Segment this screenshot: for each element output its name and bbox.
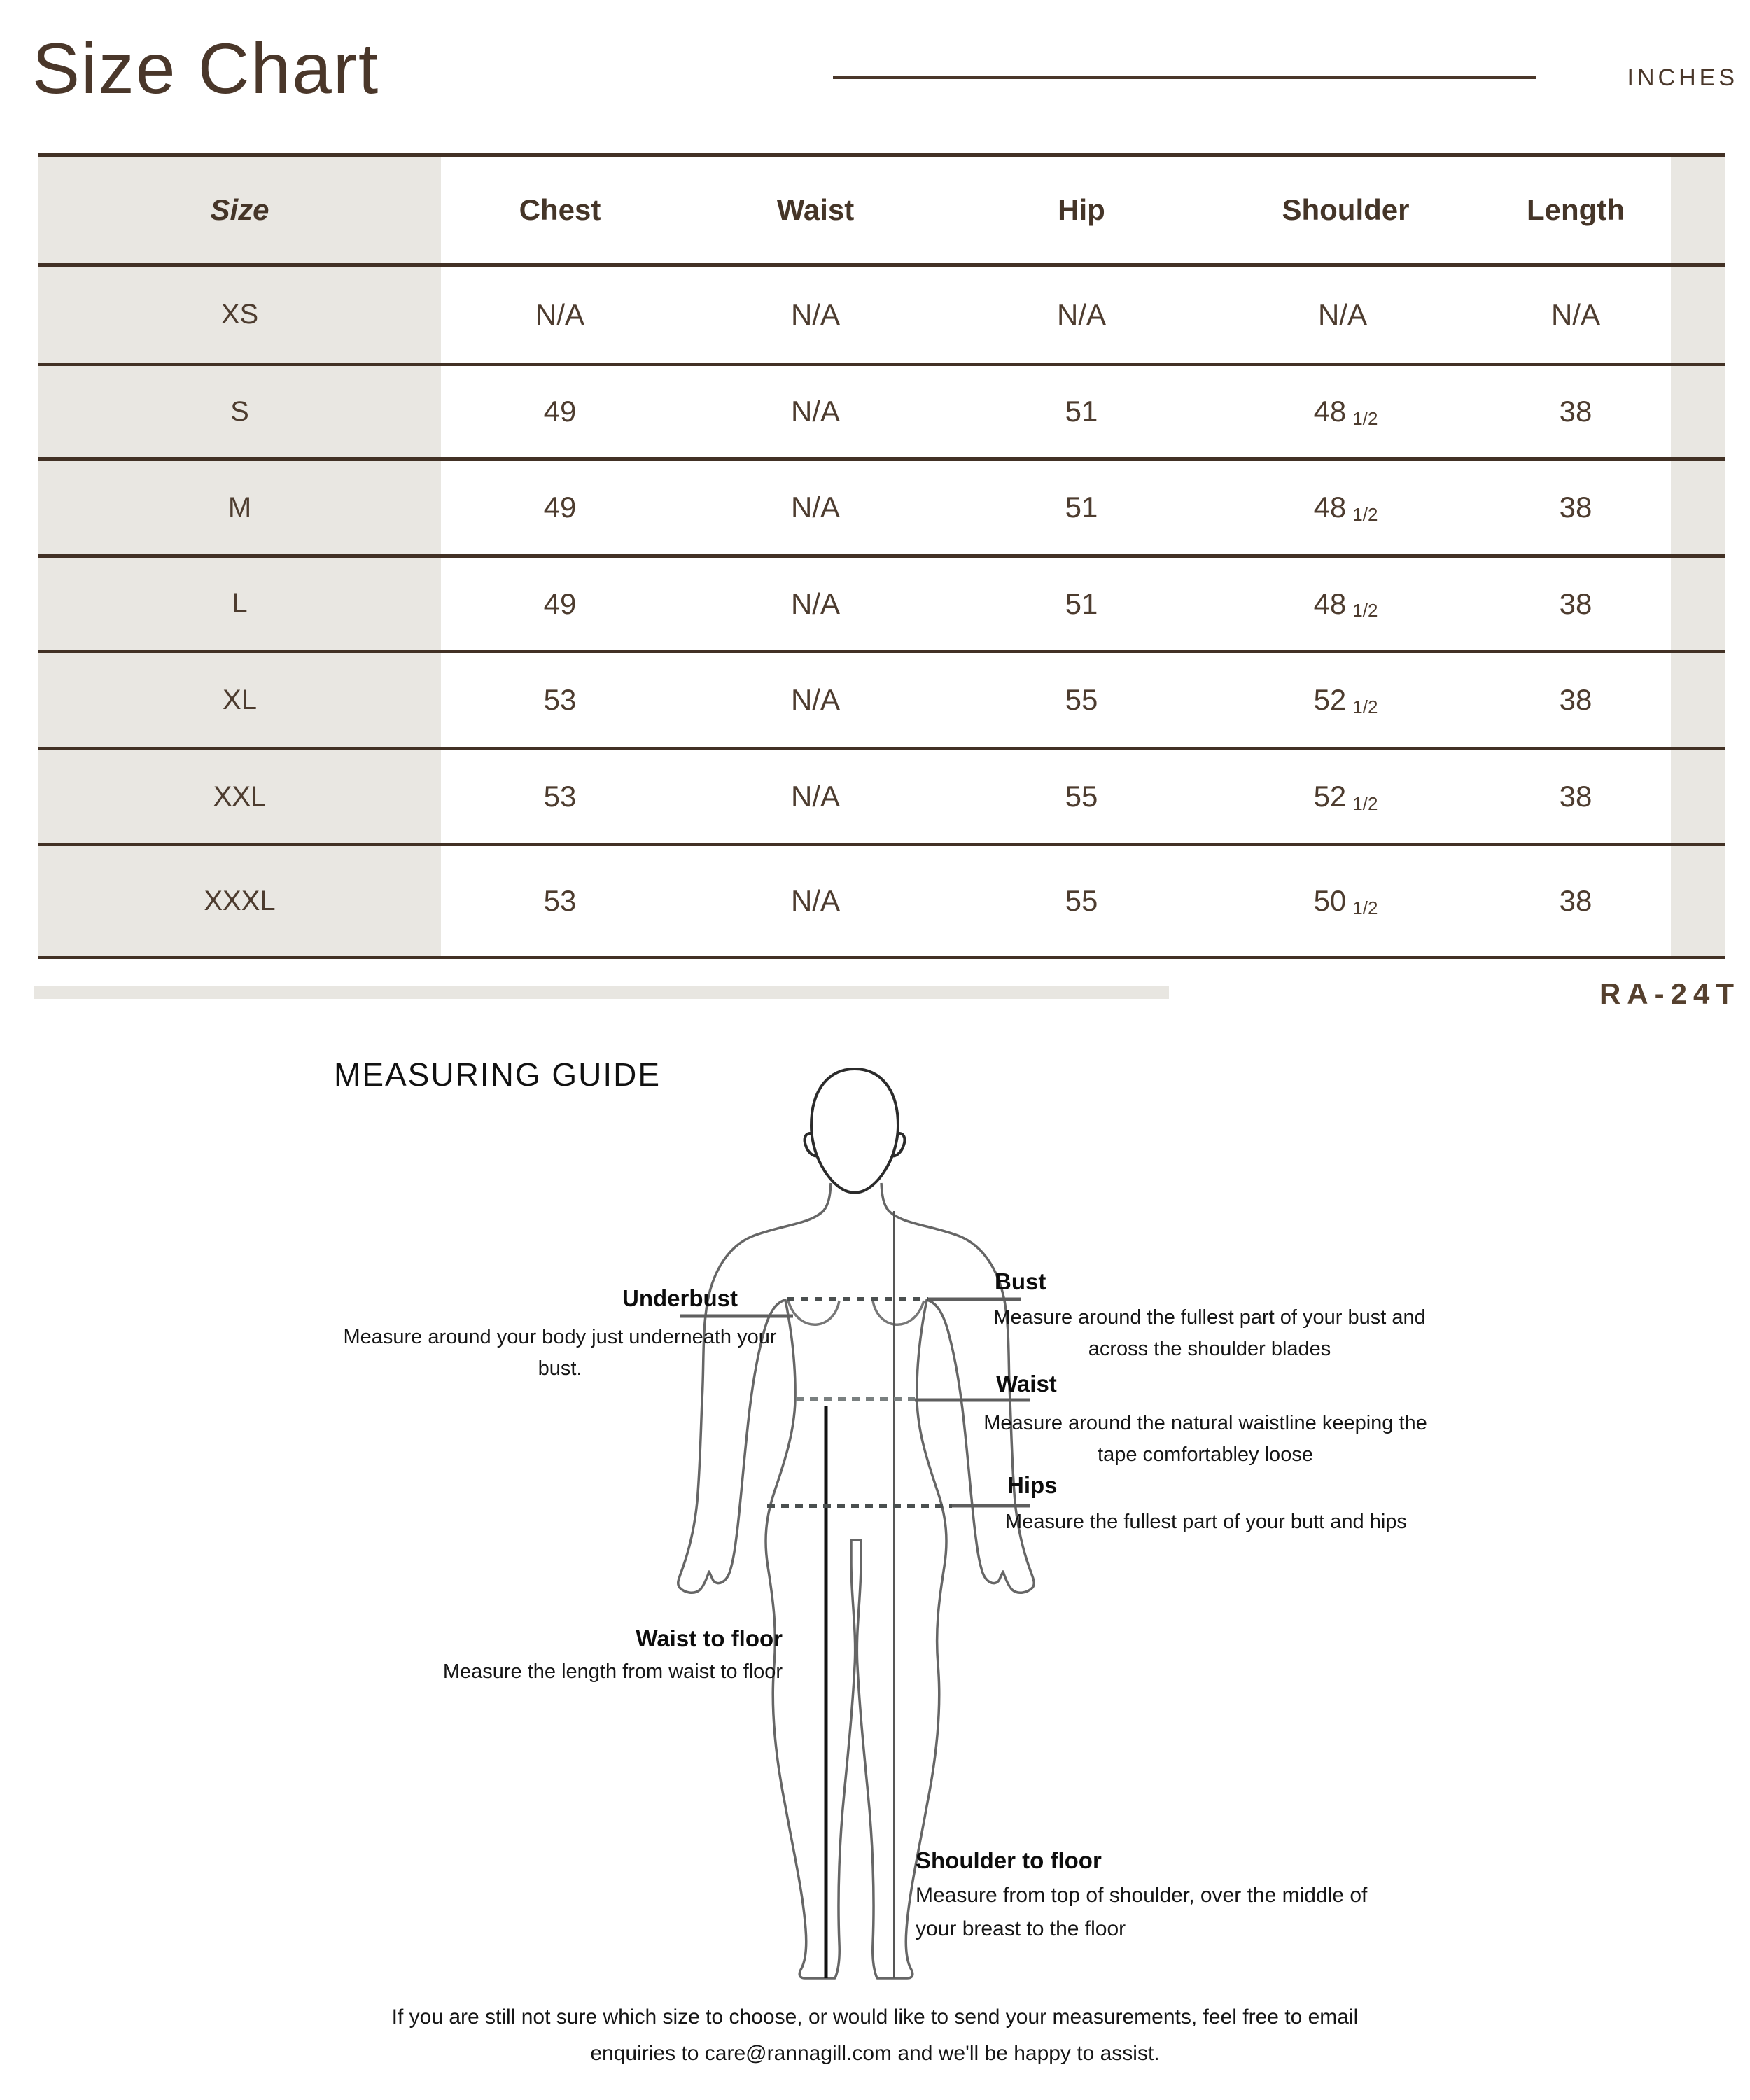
- table-header-row: [38, 157, 1726, 267]
- waist-value: N/A: [790, 395, 840, 428]
- row-size-label: S: [38, 366, 441, 457]
- shoulder-fraction: 1/2: [1352, 407, 1378, 429]
- chest-value: 49: [543, 395, 577, 428]
- chest-value: N/A: [535, 298, 584, 331]
- bust-description: Measure around the fullest part of your bust and across the shoulder blades: [993, 1306, 1426, 1360]
- table-edge-strip: [1671, 846, 1726, 955]
- chest-value: 49: [543, 491, 577, 524]
- footer-note: [0, 1999, 1750, 2072]
- shoulder-fraction: 1/2: [1352, 503, 1378, 525]
- shoulder-fraction: 1/2: [1352, 792, 1378, 814]
- table-edge-strip: [1671, 558, 1726, 650]
- figure-right-bust-curve: [873, 1301, 924, 1324]
- shoulder-fraction: 1/2: [1352, 600, 1378, 621]
- chest-value: 53: [543, 780, 577, 813]
- shoulder-number: 48: [1313, 587, 1347, 620]
- shoulder-value: [1211, 653, 1480, 747]
- shoulder-value: [1211, 461, 1480, 554]
- column-header-size: Size: [38, 157, 441, 263]
- size-chart-table: [38, 153, 1726, 959]
- table-row: [38, 461, 1726, 558]
- length-value: 38: [1559, 491, 1592, 524]
- figure-left-bust-curve: [788, 1301, 839, 1324]
- row-size-label: XXXL: [38, 846, 441, 955]
- shoulder-number: 52: [1313, 780, 1347, 813]
- shoulder-to-floor-description: Measure from top of shoulder, over the middle of your breast to the floor: [916, 1884, 1368, 1940]
- hip-value: 51: [1065, 587, 1098, 620]
- table-row: [38, 653, 1726, 750]
- waist-to-floor-label: Waist to floor: [636, 1625, 783, 1651]
- header-divider-line: [833, 76, 1536, 79]
- length-value: 38: [1559, 780, 1592, 813]
- table-edge-strip: [1671, 267, 1726, 363]
- waist-to-floor-block: [443, 1621, 783, 1687]
- section-divider-bar: [34, 986, 1169, 999]
- hip-value: N/A: [1056, 298, 1106, 331]
- row-size-label: XXL: [38, 750, 441, 843]
- table-row: [38, 558, 1726, 653]
- shoulder-number: 48: [1313, 491, 1347, 524]
- shoulder-number: 52: [1313, 683, 1347, 716]
- shoulder-number: 50: [1313, 884, 1347, 917]
- page-title: Size Chart: [32, 29, 380, 108]
- shoulder-value: [1211, 750, 1480, 843]
- column-header-hip: Hip: [1058, 193, 1105, 226]
- table-edge-strip: [1671, 750, 1726, 843]
- row-size-label: XL: [38, 653, 441, 747]
- column-header-waist: Waist: [776, 193, 855, 226]
- column-header-chest: Chest: [519, 193, 601, 226]
- table-edge-strip: [1671, 461, 1726, 554]
- waist-value: N/A: [790, 683, 840, 716]
- waist-value: N/A: [790, 587, 840, 620]
- hip-value: 55: [1065, 683, 1098, 716]
- row-size-label: M: [38, 461, 441, 554]
- hips-label: Hips: [1007, 1472, 1058, 1498]
- shoulder-to-floor-block: [916, 1842, 1399, 1946]
- length-value: 38: [1559, 683, 1592, 716]
- waist-value: N/A: [790, 491, 840, 524]
- waist-description: Measure around the natural waistline keeping the tape comfortabley loose: [983, 1412, 1427, 1466]
- bust-label: Bust: [995, 1268, 1046, 1294]
- waist-label: Waist: [996, 1371, 1057, 1396]
- chest-value: 49: [543, 587, 577, 620]
- hip-value: 51: [1065, 491, 1098, 524]
- shoulder-number: N/A: [1317, 298, 1367, 331]
- underbust-label: Underbust: [622, 1285, 738, 1311]
- shoulder-value: [1211, 846, 1480, 955]
- figure-head: [811, 1069, 898, 1193]
- shoulder-value: [1211, 558, 1480, 650]
- chest-value: 53: [543, 884, 577, 917]
- column-header-length: Length: [1527, 193, 1625, 226]
- table-row: [38, 267, 1726, 366]
- footer-line-2: enquiries to care@rannagill.com and we'll be happy to assist.: [590, 2042, 1160, 2065]
- waist-value: N/A: [790, 298, 840, 331]
- underbust-description: Measure around your body just underneath your bust.: [343, 1326, 777, 1380]
- waist-value: N/A: [790, 780, 840, 813]
- waist-to-floor-description: Measure the length from waist to floor: [442, 1660, 783, 1683]
- length-value: 38: [1559, 587, 1592, 620]
- hip-value: 51: [1065, 395, 1098, 428]
- table-row: [38, 846, 1726, 959]
- table-row: [38, 750, 1726, 846]
- shoulder-fraction: 1/2: [1352, 696, 1378, 718]
- measuring-guide-title: MEASURING GUIDE: [334, 1056, 662, 1093]
- row-size-label: XS: [38, 267, 441, 363]
- shoulder-to-floor-label: Shoulder to floor: [916, 1847, 1102, 1873]
- footer-line-1: If you are still not sure which size to choose, or would like to send your measurements, feel free to email: [391, 2005, 1359, 2029]
- unit-label: INCHES: [1627, 64, 1738, 91]
- table-edge-strip: [1671, 366, 1726, 457]
- waist-value: N/A: [790, 884, 840, 917]
- row-size-label: L: [38, 558, 441, 650]
- hips-description: Measure the fullest part of your butt and hips: [1005, 1511, 1407, 1533]
- chest-value: 53: [543, 683, 577, 716]
- shoulder-value: [1211, 366, 1480, 457]
- table-edge-strip: [1671, 157, 1726, 263]
- shoulder-value: [1211, 267, 1480, 363]
- length-value: N/A: [1550, 298, 1600, 331]
- shoulder-number: 48: [1313, 395, 1347, 428]
- length-value: 38: [1559, 395, 1592, 428]
- column-header-shoulder: Shoulder: [1282, 193, 1410, 226]
- length-value: 38: [1559, 884, 1592, 917]
- hip-value: 55: [1065, 780, 1098, 813]
- table-edge-strip: [1671, 653, 1726, 747]
- hip-value: 55: [1065, 884, 1098, 917]
- table-row: [38, 366, 1726, 461]
- style-code: RA-24T: [1599, 977, 1740, 1010]
- shoulder-fraction: 1/2: [1352, 897, 1378, 918]
